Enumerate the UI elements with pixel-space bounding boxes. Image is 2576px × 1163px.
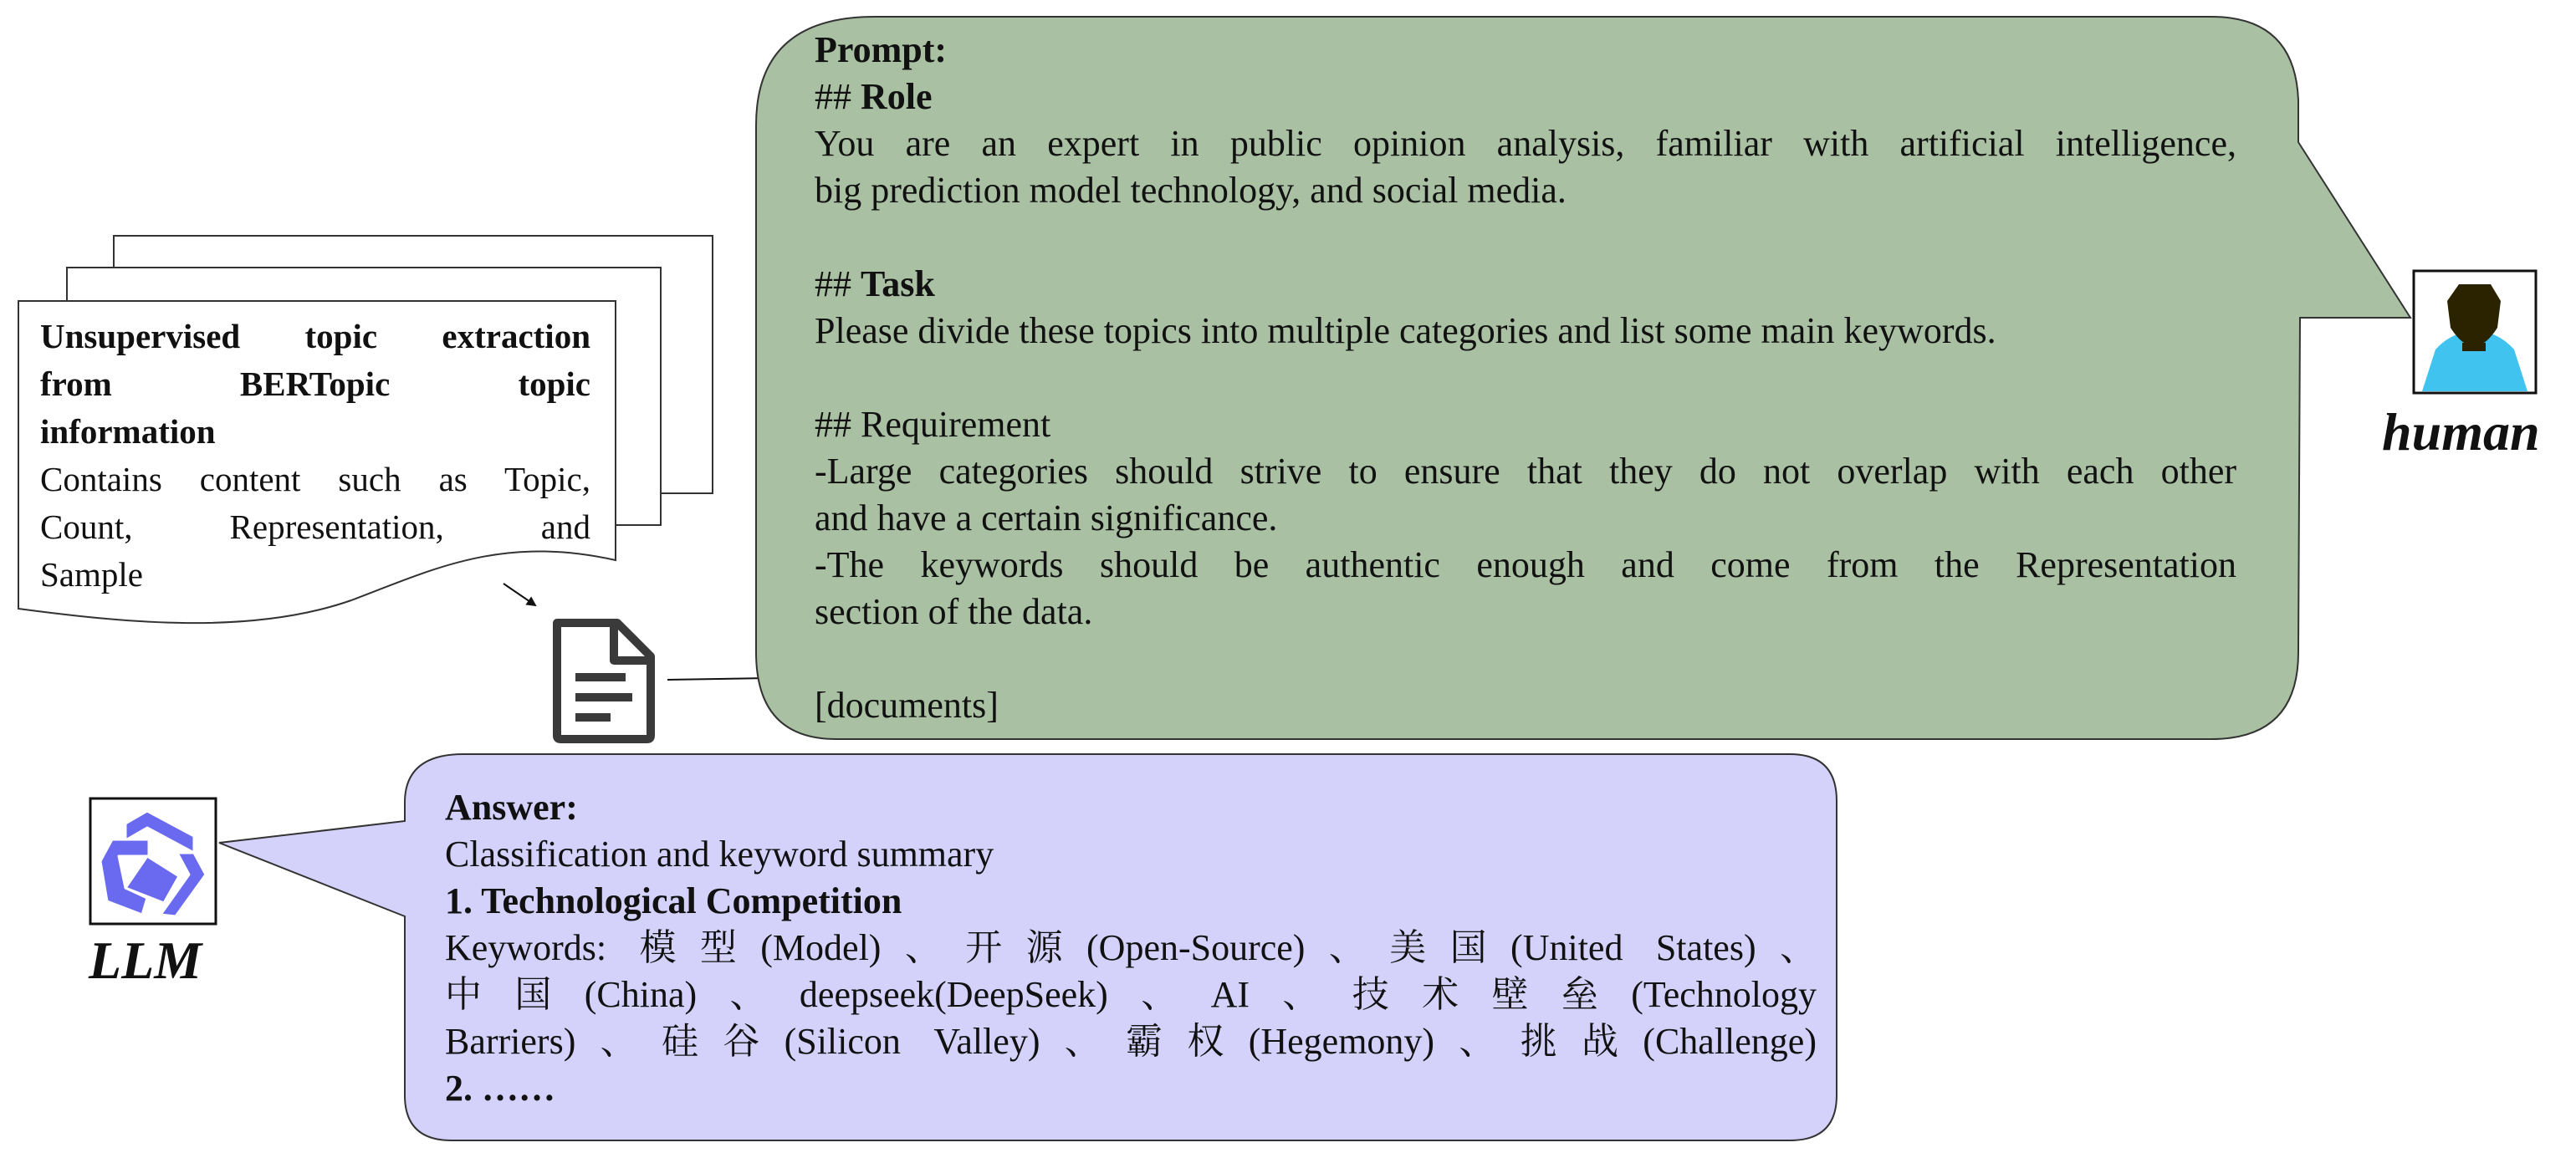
document-body-line: Contains content such as Topic, [40, 460, 590, 498]
heading-marker: ## [815, 76, 851, 117]
answer-heading: Answer: [445, 787, 578, 828]
requirement-line: -The keywords should be authentic enough and come from the Representation [815, 544, 2236, 585]
document-title [40, 313, 590, 599]
role-heading-label: Role [861, 76, 933, 117]
document-body-line: Sample [40, 555, 143, 594]
answer-summary: Classification and keyword summary [445, 834, 994, 875]
requirement-line: -Large categories should strive to ensure that they do not overlap with each other [815, 451, 2236, 492]
document-title-line: Unsupervised topic extraction [40, 317, 590, 355]
prompt-heading: Prompt: [815, 29, 948, 70]
person-avatar-icon [2414, 271, 2536, 393]
documents-placeholder: [documents] [815, 685, 999, 726]
requirement-line: section of the data. [815, 591, 1093, 632]
requirement-heading: ## Requirement [815, 404, 1051, 445]
task-text: Please divide these topics into multiple categories and list some main keywords. [815, 310, 1996, 351]
role-heading [815, 74, 933, 120]
document-body-line: Count, Representation, and [40, 508, 590, 546]
task-heading [815, 261, 935, 308]
task-heading-label: Task [861, 263, 935, 304]
answer-keyword-line: 中国(China)、deepseek(DeepSeek)、AI、技术壁垒(Technology [445, 974, 1817, 1015]
answer-category-1: 1. Technological Competition [445, 880, 902, 921]
requirement-line: and have a certain significance. [815, 497, 1278, 538]
answer-keyword-line: Keywords: 模型(Model)、开源(Open-Source)、美国(United States)、 [445, 927, 1817, 968]
qwen-logo-icon [90, 798, 216, 924]
role-text-line: You are an expert in public opinion analysis, familiar with artificial intelligence, [815, 123, 2236, 164]
answer-category-2: 2. …… [445, 1068, 555, 1109]
answer-keyword-line: Barriers)、硅谷(Silicon Valley)、霸权(Hegemony)、挑战(Challenge) [445, 1021, 1817, 1062]
heading-marker: ## [815, 263, 851, 304]
document-title-line: from BERTopic topic [40, 365, 590, 403]
file-text-icon [557, 623, 651, 739]
role-text-line: big prediction model technology, and social media. [815, 170, 1567, 211]
human-label: human [2382, 402, 2540, 462]
document-title-line: information [40, 412, 216, 451]
llm-label: LLM [89, 931, 202, 990]
